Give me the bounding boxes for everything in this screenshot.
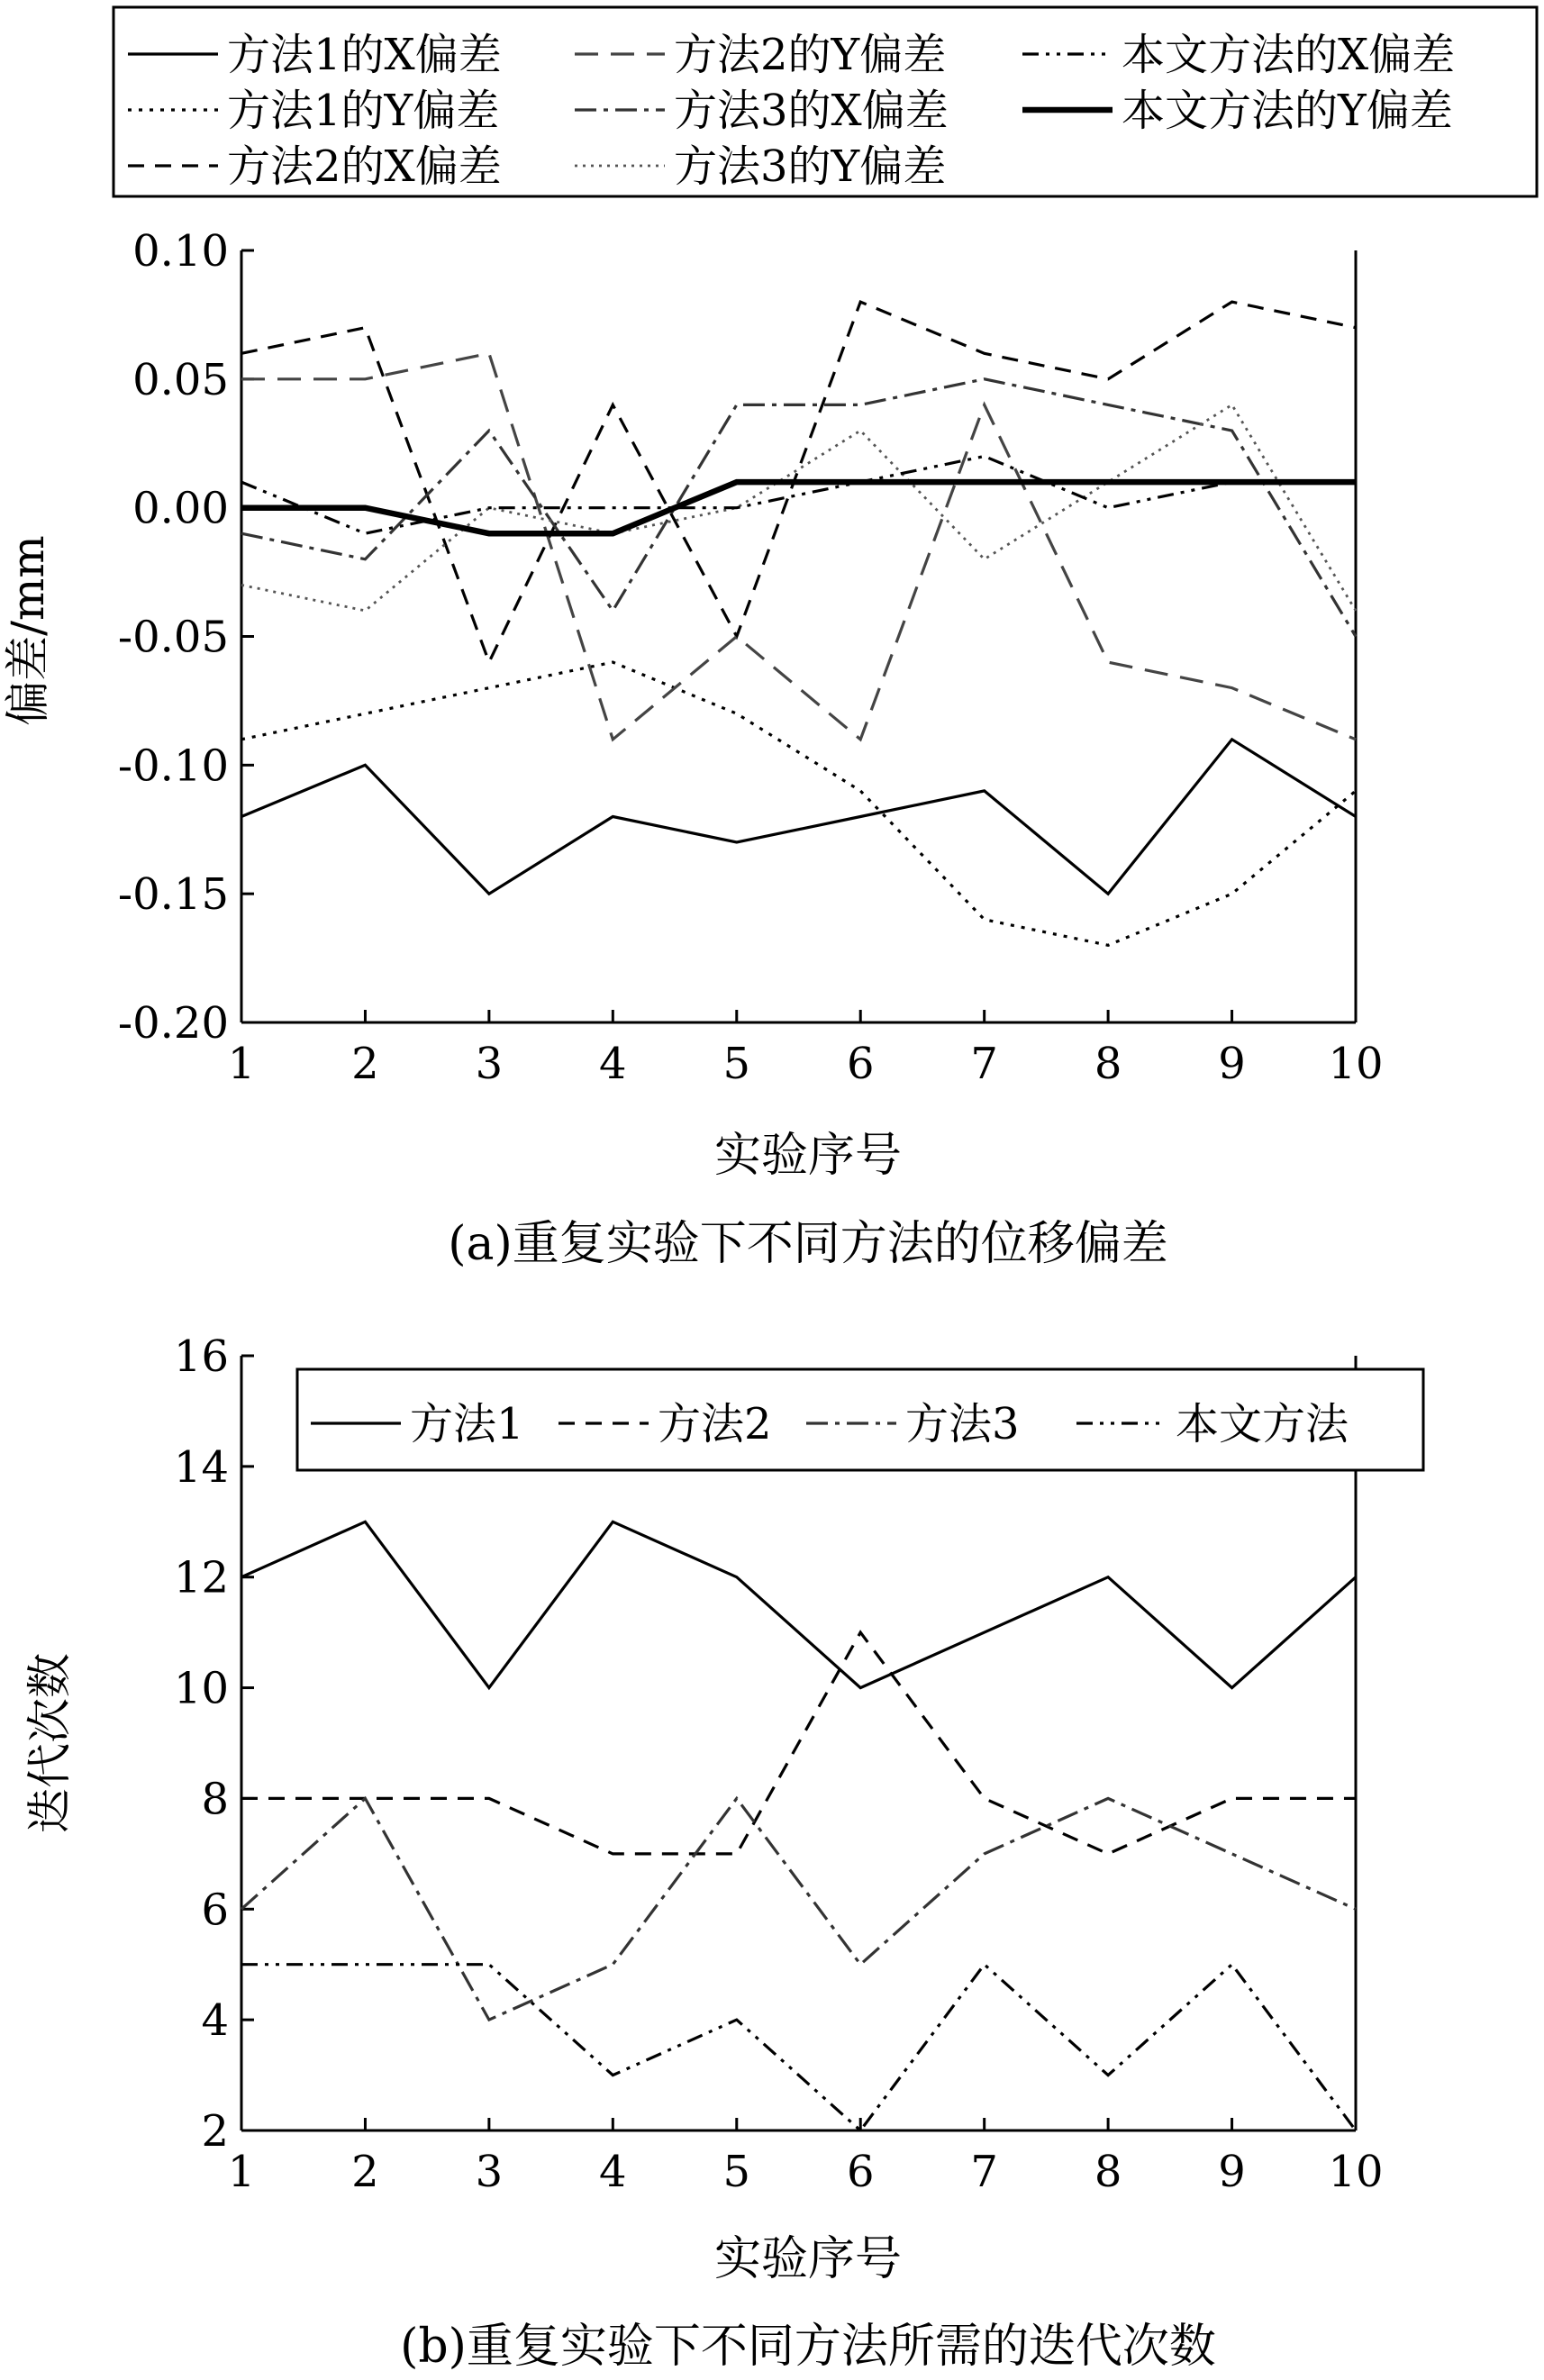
y-tick-label: 0.10 [132, 226, 229, 277]
chart-b-caption: (b)重复实验下不同方法所需的迭代次数 [400, 2320, 1216, 2374]
series-line-2 [241, 1632, 1356, 1854]
y-tick-label: 8 [201, 1774, 229, 1825]
y-tick-label: -0.15 [117, 869, 229, 921]
x-tick-label: 6 [846, 2147, 875, 2197]
x-tick-label: 2 [351, 2147, 379, 2197]
y-tick-label: 2 [201, 2106, 229, 2157]
x-tick-label: 5 [722, 1039, 751, 1089]
y-tick-label: -0.20 [117, 998, 229, 1049]
legend-label-2: 方法1的Y偏差 [227, 86, 500, 136]
series-line-1 [241, 740, 1356, 894]
chart-a-xlabel: 实验序号 [713, 1129, 903, 1183]
x-tick-label: 9 [1218, 2147, 1246, 2197]
legend-label-1: 方法1的X偏差 [227, 30, 502, 80]
series-line-6 [241, 404, 1356, 611]
legend-label-3: 方法2的X偏差 [227, 141, 502, 192]
chart-b [23, 1331, 1423, 2374]
legend-label-3: 方法3 [905, 1399, 1020, 1449]
y-tick-label: 16 [173, 1331, 229, 1382]
chart-b-ylabel: 迭代次数 [23, 1653, 76, 1833]
chart-a-plot [118, 226, 1384, 1089]
series-line-1 [241, 1522, 1356, 1687]
y-tick-label: 0.00 [132, 483, 229, 534]
series-line-8 [241, 482, 1356, 533]
x-tick-label: 10 [1328, 2147, 1384, 2197]
legend-label-8: 本文方法的Y偏差 [1122, 86, 1453, 136]
series-line-3 [241, 1798, 1356, 2020]
series-line-2 [241, 662, 1356, 945]
y-tick-label: 12 [173, 1552, 229, 1603]
x-tick-label: 2 [351, 1039, 379, 1089]
y-tick-label: 0.05 [132, 354, 229, 405]
x-tick-label: 10 [1328, 1039, 1384, 1089]
legend-label-2: 方法2 [658, 1399, 772, 1449]
x-tick-label: 3 [475, 2147, 504, 2197]
chart-a [2, 7, 1537, 1271]
series-line-5 [241, 379, 1356, 637]
series-line-4 [241, 353, 1356, 740]
chart-a-caption: (a)重复实验下不同方法的位移偏差 [448, 1217, 1168, 1271]
x-tick-label: 4 [599, 2147, 627, 2197]
x-tick-label: 3 [475, 1039, 504, 1089]
x-tick-label: 8 [1094, 2147, 1122, 2197]
y-tick-label: 14 [173, 1441, 229, 1493]
y-tick-label: 10 [173, 1663, 229, 1714]
legend-label-7: 本文方法的X偏差 [1122, 30, 1456, 80]
legend-label-4: 本文方法 [1176, 1399, 1349, 1449]
y-tick-label: -0.10 [117, 740, 229, 792]
legend-label-5: 方法3的X偏差 [674, 86, 949, 136]
x-tick-label: 6 [846, 1039, 875, 1089]
x-tick-label: 1 [227, 2147, 256, 2197]
series-line-4 [241, 1965, 1356, 2130]
x-tick-label: 7 [970, 1039, 998, 1089]
x-tick-label: 4 [599, 1039, 627, 1089]
x-tick-label: 8 [1094, 1039, 1122, 1089]
chart-b-xlabel: 实验序号 [713, 2232, 903, 2286]
legend-label-4: 方法2的Y偏差 [674, 30, 947, 80]
x-tick-label: 5 [722, 2147, 751, 2197]
y-tick-label: 6 [201, 1885, 229, 1936]
legend-label-1: 方法1 [410, 1399, 524, 1449]
y-tick-label: -0.05 [117, 612, 229, 663]
chart-a-ylabel: 偏差/mm [2, 535, 54, 726]
x-tick-label: 7 [970, 2147, 998, 2197]
x-tick-label: 9 [1218, 1039, 1246, 1089]
legend-label-6: 方法3的Y偏差 [674, 141, 947, 192]
x-tick-label: 1 [227, 1039, 256, 1089]
series-line-7 [241, 457, 1356, 534]
y-tick-label: 4 [201, 1995, 229, 2047]
